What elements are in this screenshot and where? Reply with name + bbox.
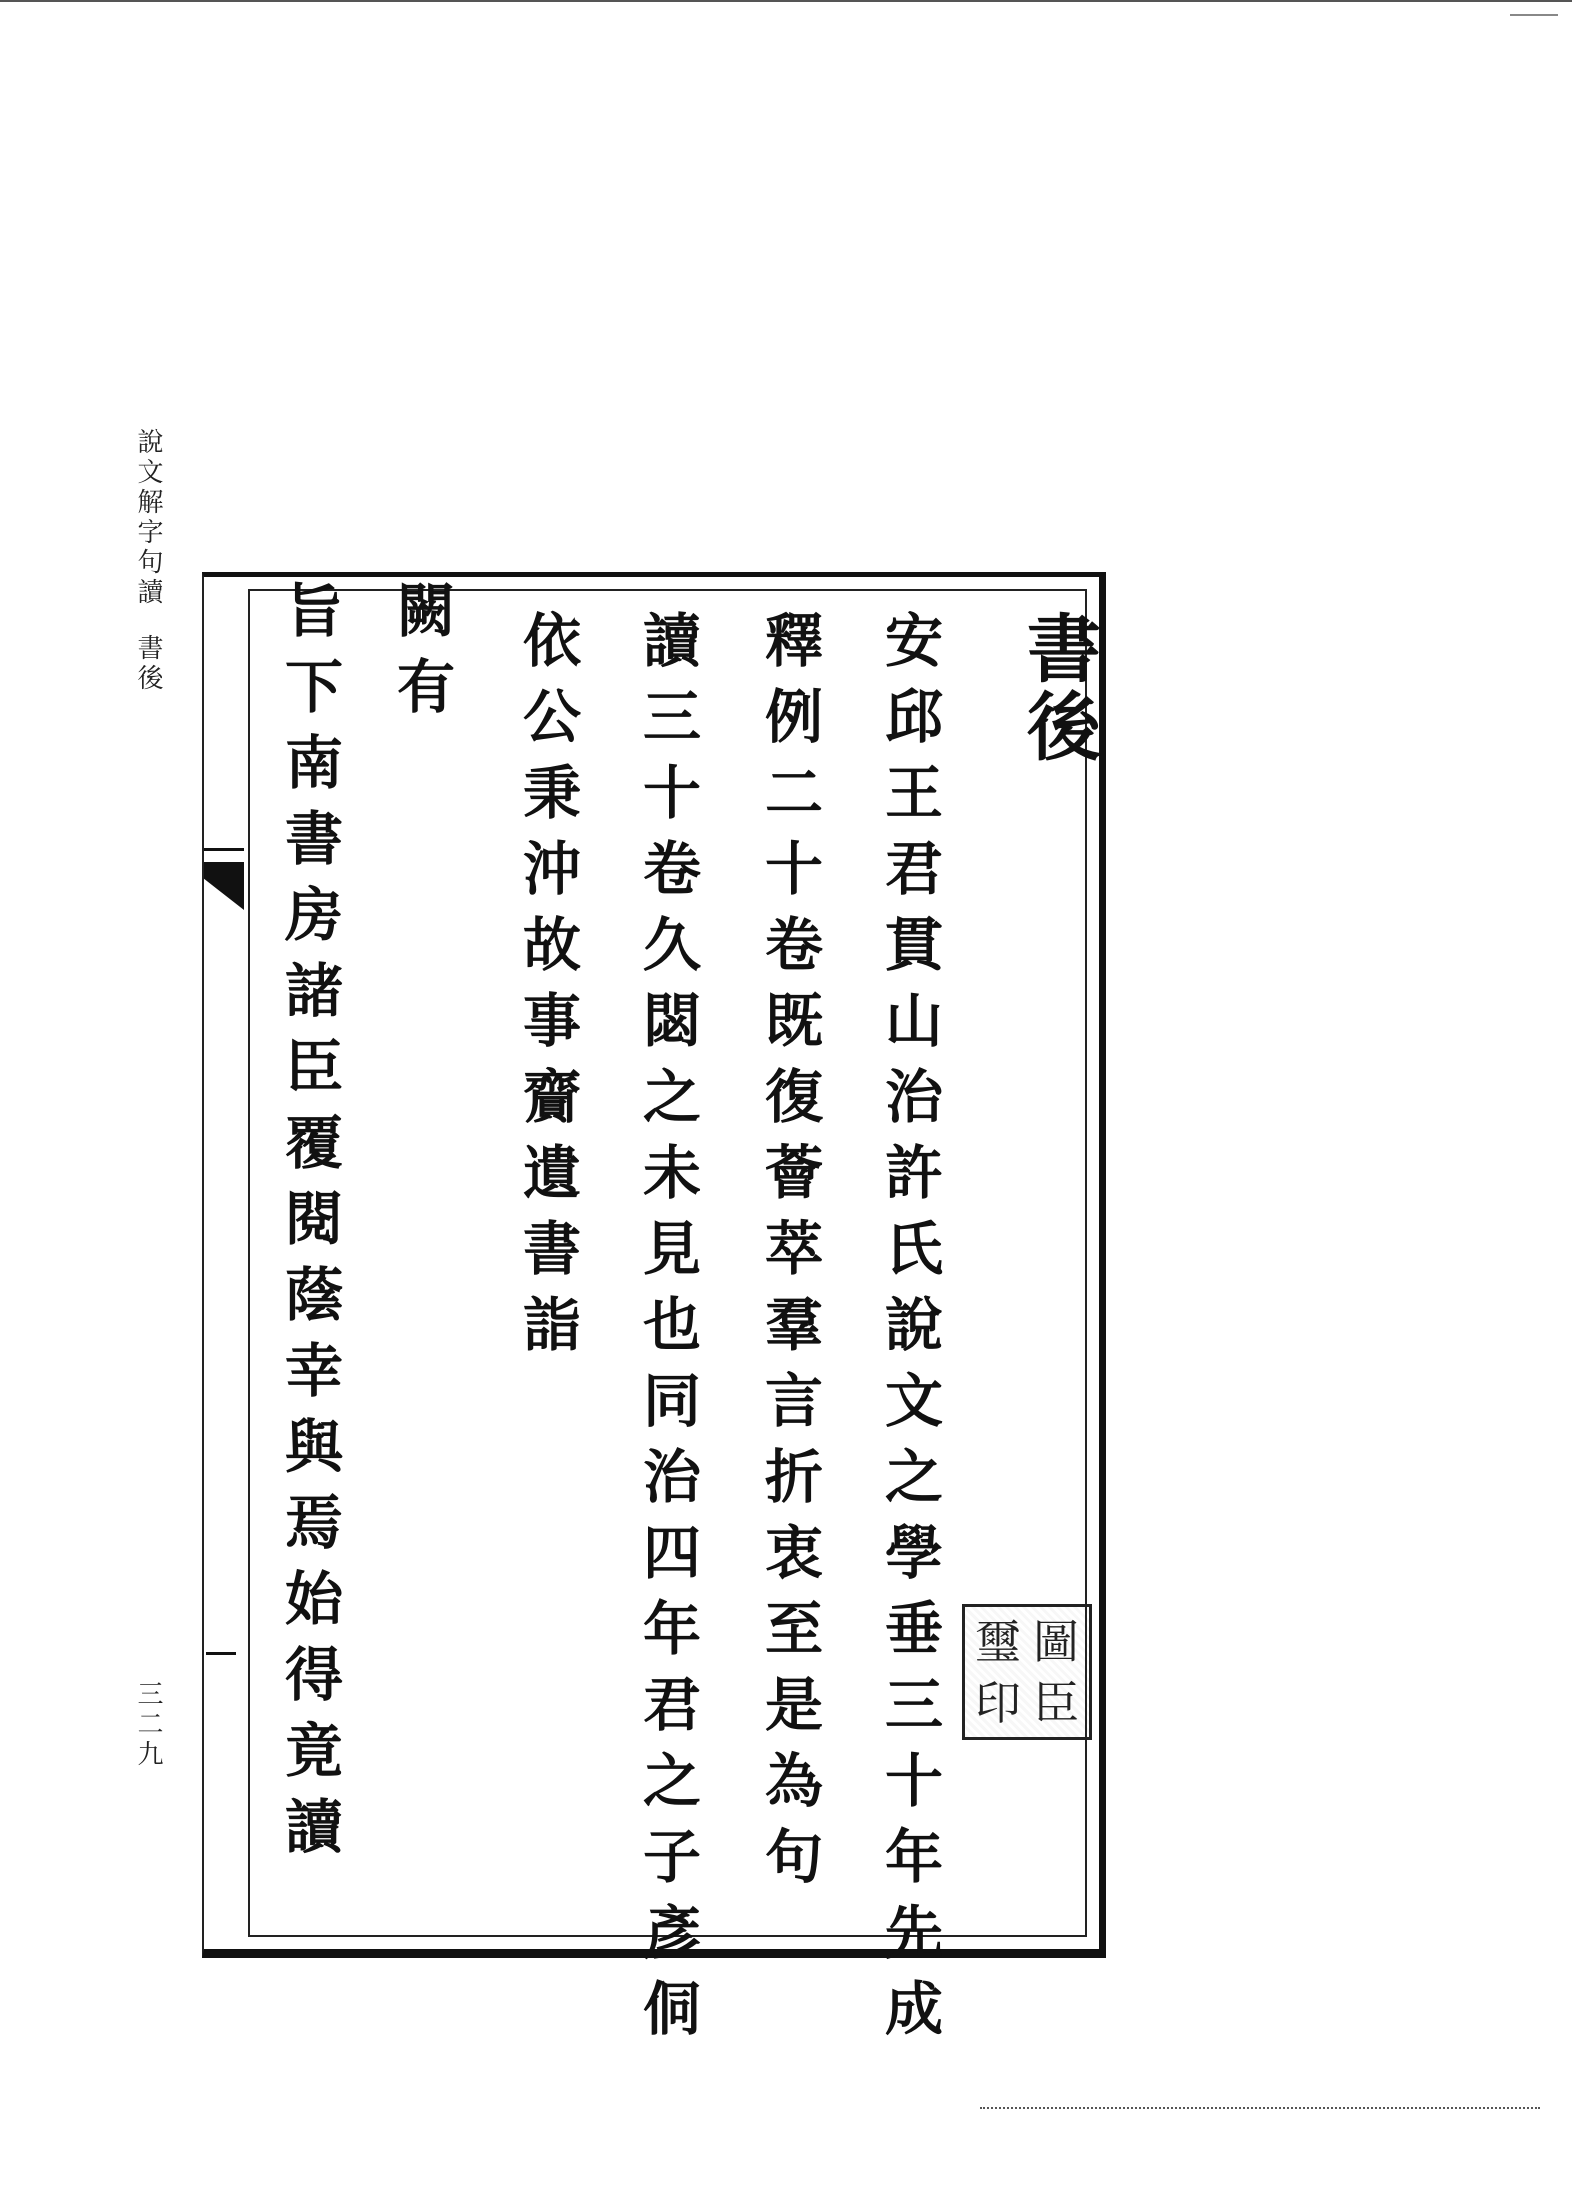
seal-char: 臣 xyxy=(1033,1675,1079,1730)
scan-edge-bottom xyxy=(980,2107,1540,2109)
text-column-6: 旨下南書房諸臣覆閱蔭幸與焉始得竟讀 xyxy=(275,580,343,1872)
text-column-1: 安邱王君貫山治許氏說文之學垂三十年先成 xyxy=(875,610,943,2054)
margin-tick xyxy=(206,1652,236,1655)
scan-edge-mark xyxy=(1510,14,1558,16)
text-column-3: 讀三十卷久閟之未見也同治四年君之子彥侗 xyxy=(633,610,701,2054)
margin-title xyxy=(130,428,167,694)
seal-char: 璽 xyxy=(975,1614,1021,1669)
text-column-4: 依公秉沖故事齎遺書詣 xyxy=(513,610,581,1370)
book-title: 說文解字句讀 xyxy=(133,428,163,608)
fishtail-line xyxy=(204,848,244,851)
heading: 書後 xyxy=(1015,610,1101,766)
page-number: 三二九 xyxy=(133,1680,163,1770)
seal-char: 圖 xyxy=(1033,1614,1079,1669)
seal-stamp xyxy=(962,1604,1092,1740)
section-title: 書後 xyxy=(133,634,163,694)
text-column-2: 釋例二十卷既復薈萃羣言折衷至是為句 xyxy=(755,610,823,1902)
scan-edge-top xyxy=(0,0,1572,2)
text-column-5: 闕有 xyxy=(387,580,455,732)
seal-char: 印 xyxy=(975,1675,1021,1730)
